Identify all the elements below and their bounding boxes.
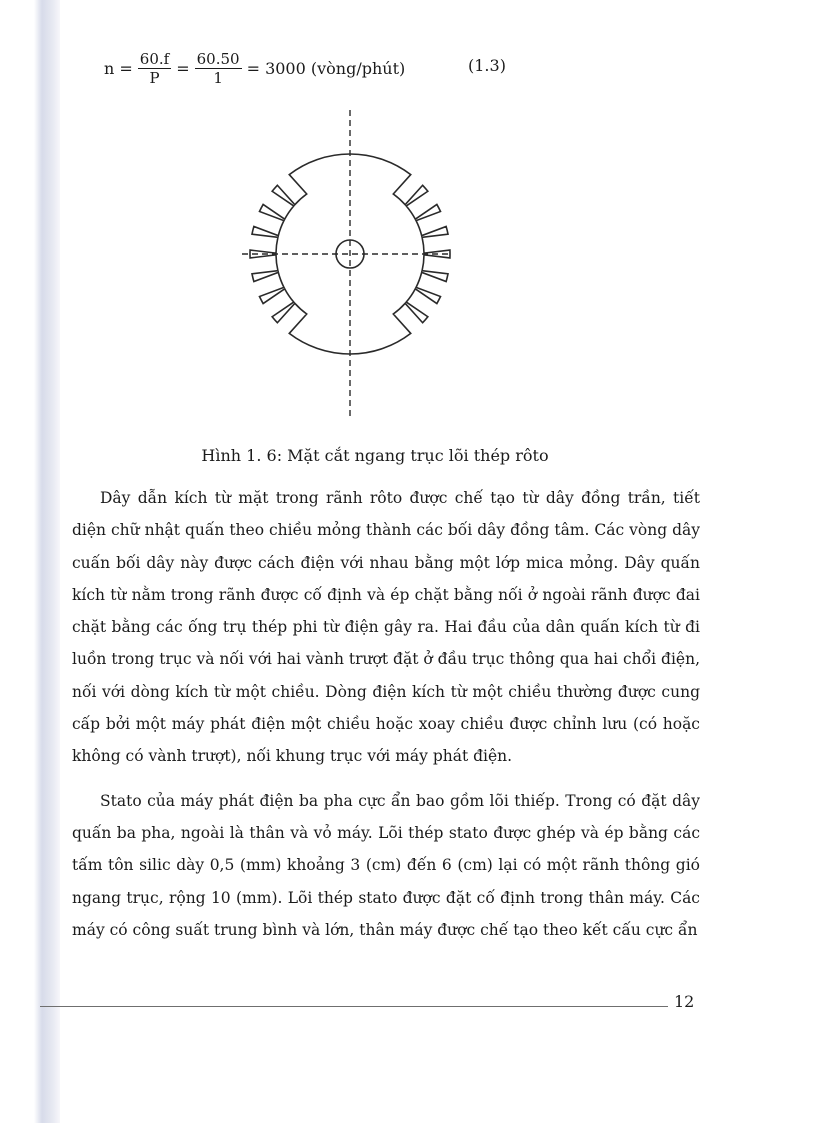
formula-result: = 3000 (vòng/phút) (246, 58, 406, 78)
footer-rule (40, 1006, 668, 1007)
fraction-numerator: 60.f (139, 49, 170, 68)
fraction-denominator: P (149, 68, 160, 87)
paragraph-rotor-winding: Dây dẫn kích từ mặt trong rãnh rôto được chế tạo từ dây đồng trần, tiết diện chữ nhật quấn theo chiều mỏng thành các bối dây đồng tâm. Các vòng dây cuấn bối dây này được cách điện với nhau bằng một lớp mica mỏng. Dây quấn kích từ nằm trong rãnh được cố định và ép chặt bằng nối ở ngoài rãnh được đai chặt bằng các ống trụ thép phi từ điện gây ra. Hai đầu của dân quấn kích từ đi luồn trong trục và nối với hai vành trượt đặt ở đầu trục thông qua hai chổi điện, nối với dòng kích từ một chiều. Dòng điện kích từ một chiều thường được cung cấp bởi một máy phát điện một chiều hoặc xoay chiều được chỉnh lưu (có hoặc không có vành trượt), nối khung trục với máy phát điện. (72, 489, 700, 766)
body-text (72, 482, 700, 946)
rotor-cross-section-drawing (240, 108, 460, 424)
speed-formula (104, 42, 405, 94)
paragraph-stator: Stato của máy phát điện ba pha cực ẩn bao gồm lõi thiếp. Trong có đặt dây quấn ba pha, ngoài là thân và vỏ máy. Lõi thép stato được ghép và ép bằng các tấm tôn silic dày 0,5 (mm) khoảng 3 (cm) đến 6 (cm) lại có một rãnh thông gió ngang trục, rộng 10 (mm). Lõi thép stato được đặt cố định trong thân máy. Các máy có công suất trung bình và lớn, thân máy được chế tạo theo kết cấu cực ẩn (72, 791, 700, 939)
equation-number: (1.3) (468, 56, 506, 75)
rotor-cross-section-figure (240, 108, 460, 424)
page-number: 12 (674, 992, 695, 1011)
fraction-6050-over-1 (195, 50, 242, 87)
fraction-denominator: 1 (213, 68, 223, 87)
equals-sign: = (176, 58, 190, 78)
fraction-numerator: 60.50 (196, 49, 240, 68)
fraction-60f-over-p (138, 50, 171, 87)
formula-lhs: n = (104, 58, 133, 78)
figure-caption: Hình 1. 6: Mặt cắt ngang trục lõi thép rôto (201, 446, 549, 465)
